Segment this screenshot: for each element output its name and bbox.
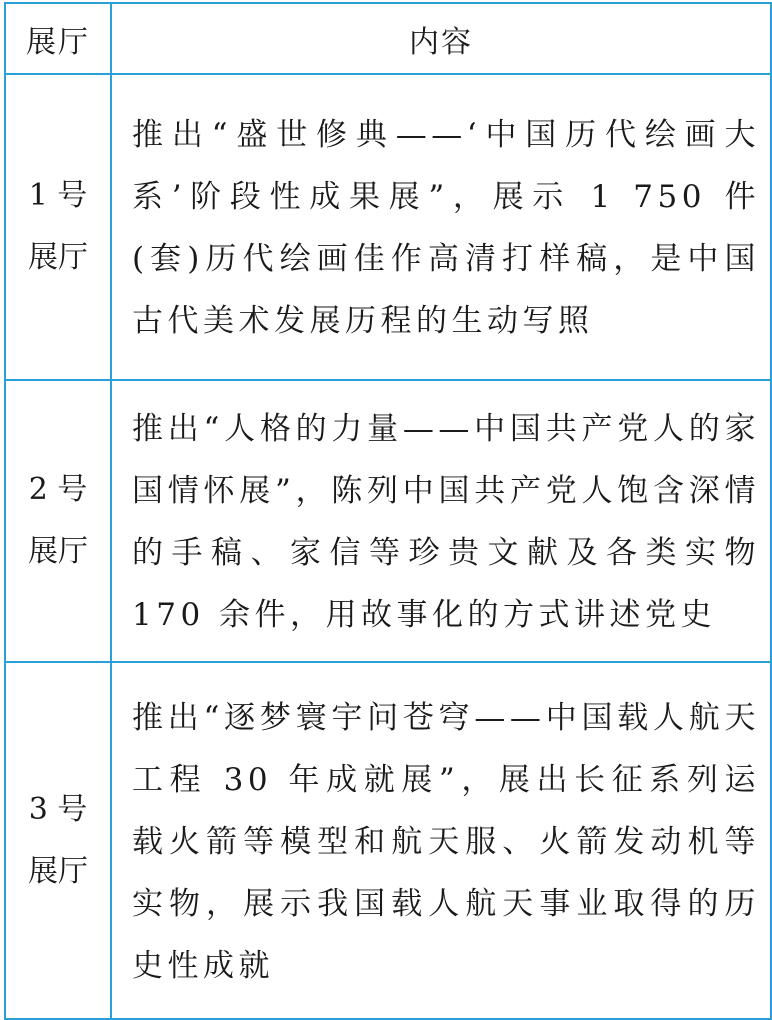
hall-number: 1 号	[28, 178, 88, 213]
table-row	[5, 380, 771, 662]
hall-label: 展厅	[28, 534, 88, 569]
hall-label: 展厅	[28, 853, 88, 889]
exhibition-table	[4, 2, 772, 1020]
table-row	[5, 662, 771, 1019]
table-header-row	[5, 3, 771, 74]
hall-label: 展厅	[28, 240, 88, 275]
content-cell: 推出“人格的力量——中国共产党人的家国情怀展”，陈列中国共产党人饱含深情的手稿、家信等珍贵文献及各类实物 170 余件，用故事化的方式讲述党史	[111, 380, 771, 662]
content-cell: 推出“盛世修典——‘中国历代绘画大系’阶段性成果展”，展示 1 750 件(套)历代绘画佳作高清打样稿，是中国古代美术发展历程的生动写照	[111, 74, 771, 380]
header-content: 内容	[111, 3, 771, 74]
hall-cell	[5, 662, 111, 1019]
hall-cell	[5, 74, 111, 380]
hall-cell	[5, 380, 111, 662]
hall-number: 2 号	[28, 472, 88, 507]
table-row	[5, 74, 771, 380]
hall-number: 3 号	[28, 791, 88, 827]
header-hall: 展厅	[5, 3, 111, 74]
content-cell: 推出“逐梦寰宇问苍穹——中国载人航天工程 30 年成就展”，展出长征系列运载火箭等模型和航天服、火箭发动机等实物，展示我国载人航天事业取得的历史性成就	[111, 662, 771, 1019]
